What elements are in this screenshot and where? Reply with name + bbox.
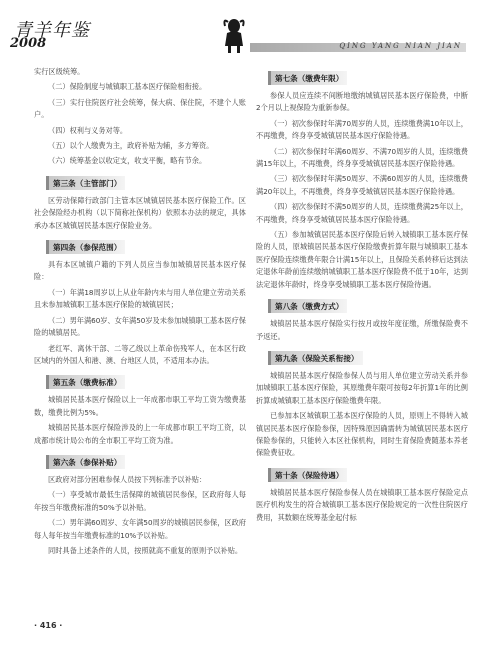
body-paragraph: （四）初次参保时不满50周岁的人员，连续缴费满25年以上，不再缴费，终身享受城镇居民基本医疗保险待遇。 xyxy=(256,202,468,224)
body-paragraph: （五）参加城镇居民基本医疗保险后转入城镇职工基本医疗保险的人员，原城镇居民基本医疗保险缴费折算年限与城镇职工基本医疗保险连续缴费年限合计满15年以上，且保险关系转移后达到法定退休年龄前连续缴纳城镇职工基本医疗保险费不低于10年，达到法定退休年龄时，终身享受城镇职工基本医疗保险待遇。 xyxy=(256,230,468,289)
article-heading: 第五条（缴费标准） xyxy=(46,375,125,389)
page-header xyxy=(0,0,480,58)
body-paragraph: 区劳动保障行政部门主管本区城镇居民基本医疗保险工作。区社会保险经办机构（以下简称社保机构）依照本办法的规定，具体承办本区城镇居民基本医疗保险业务。 xyxy=(34,195,246,230)
body-paragraph: （一）年满18周岁以上从业年龄内未与用人单位建立劳动关系且未参加城镇职工基本医疗保险的城镇居民； xyxy=(34,287,246,310)
body-paragraph: （二）保险制度与城镇职工基本医疗保险相衔接。 xyxy=(48,82,207,92)
yearbook-logo-title: 青羊年鉴 xyxy=(14,20,90,41)
body-paragraph: 城镇居民基本医疗保险参保人员与用人单位建立劳动关系并参加城镇职工基本医疗保险，其原缴费年限可按每2年折算1年的比例折算成城镇职工基本医疗保险缴费年限。 xyxy=(256,370,468,405)
body-paragraph: （一）初次参保时年满70周岁的人员，连续缴费满10年以上，不再缴费，终身享受城镇居民基本医疗保险待遇。 xyxy=(256,118,468,141)
yearbook-logo-year: 2008 xyxy=(10,36,47,51)
body-paragraph: （二）男年满60岁、女年满50岁及未参加城镇职工基本医疗保险的城镇居民。 xyxy=(34,315,246,338)
body-paragraph: （三）实行住院医疗社会统筹，保大病、保住院，不建个人账户。 xyxy=(34,97,246,120)
body-paragraph: 区政府对部分困难参保人员按下列标准予以补贴： xyxy=(48,474,207,484)
article-heading: 第九条（保险关系衔接） xyxy=(268,351,363,365)
body-paragraph: 城镇居民基本医疗保险实行按月或按年度征缴，所缴保险费不予返还。 xyxy=(256,319,468,341)
header-decorative-bar xyxy=(250,43,466,52)
body-paragraph: （六）统筹基金以收定支，收支平衡，略有节余。 xyxy=(48,156,207,166)
body-paragraph: （二）男年满60周岁、女年满50周岁的城镇居民参保，区政府每人每年按当年缴费标准的10%予以补贴。 xyxy=(34,518,246,540)
body-paragraph: 城镇居民基本医疗保险参保人员在城镇职工基本医疗保险定点医疗机构发生的符合城镇职工基本医疗保险规定的一次性住院医疗费用，其数额在统筹基金起付标 xyxy=(256,487,468,522)
page-number: · 416 · xyxy=(34,621,63,630)
goat-mascot-icon xyxy=(220,16,248,54)
right-text-column xyxy=(256,66,468,527)
body-paragraph: 同时具备上述条件的人员，按照就高不重复的原则予以补贴。 xyxy=(48,545,243,555)
article-heading: 第八条（缴费方式） xyxy=(268,299,347,313)
body-paragraph: （四）权利与义务对等。 xyxy=(48,125,128,135)
body-paragraph: 实行区级统筹。 xyxy=(34,67,85,76)
body-paragraph: 具有本区城镇户籍的下列人员应当参加城镇居民基本医疗保险： xyxy=(34,260,246,282)
body-paragraph: 参保人员应连续不间断地缴纳城镇居民基本医疗保险费，中断2个月以上视保险为重新参保。 xyxy=(256,91,468,113)
article-heading: 第十条（保险待遇） xyxy=(268,468,347,482)
article-heading: 第四条（参保范围） xyxy=(46,240,125,254)
body-paragraph: （二）初次参保时年满60周岁、不满70周岁的人员，连续缴费满15年以上，不再缴费，终身享受城镇居民基本医疗保险待遇。 xyxy=(256,146,468,169)
header-bar-text: QING YANG NIAN JIAN xyxy=(339,42,462,50)
article-heading: 第六条（参保补贴） xyxy=(46,455,125,469)
body-paragraph: 城镇居民基本医疗保险涉及的上一年成都市职工平均工资，以成都市统计局公布的全市职工平均工资为准。 xyxy=(34,423,246,445)
left-text-column xyxy=(34,66,246,560)
article-heading: 第三条（主管部门） xyxy=(46,176,125,190)
body-paragraph: 已参加本区城镇职工基本医疗保险的人员，原则上不得转入城镇居民基本医疗保险参保，因特殊原因确需转为城镇居民基本医疗保险参保的，只能转入本区社保机构，同时生育保险费随基本养老保险费征收。 xyxy=(256,411,468,458)
article-heading: 第七条（缴费年限） xyxy=(268,71,347,85)
body-paragraph: （五）以个人缴费为主，政府补贴为辅，多方筹资。 xyxy=(48,141,214,151)
body-paragraph: （一）享受城市最低生活保障的城镇居民参保，区政府每人每年按当年缴费标准的50%予以补贴。 xyxy=(34,490,246,512)
body-paragraph: 城镇居民基本医疗保险以上一年成都市职工平均工资为缴费基数，缴费比例为5%。 xyxy=(34,395,246,417)
body-paragraph: 老红军、离休干部、二等乙级以上革命伤残军人，在本区行政区域内的外国人和港、澳、台地区人员，不适用本办法。 xyxy=(34,343,246,365)
body-paragraph: （三）初次参保时年满50周岁、不满60周岁的人员，连续缴费满20年以上，不再缴费，终身享受城镇居民基本医疗保险待遇。 xyxy=(256,174,468,196)
